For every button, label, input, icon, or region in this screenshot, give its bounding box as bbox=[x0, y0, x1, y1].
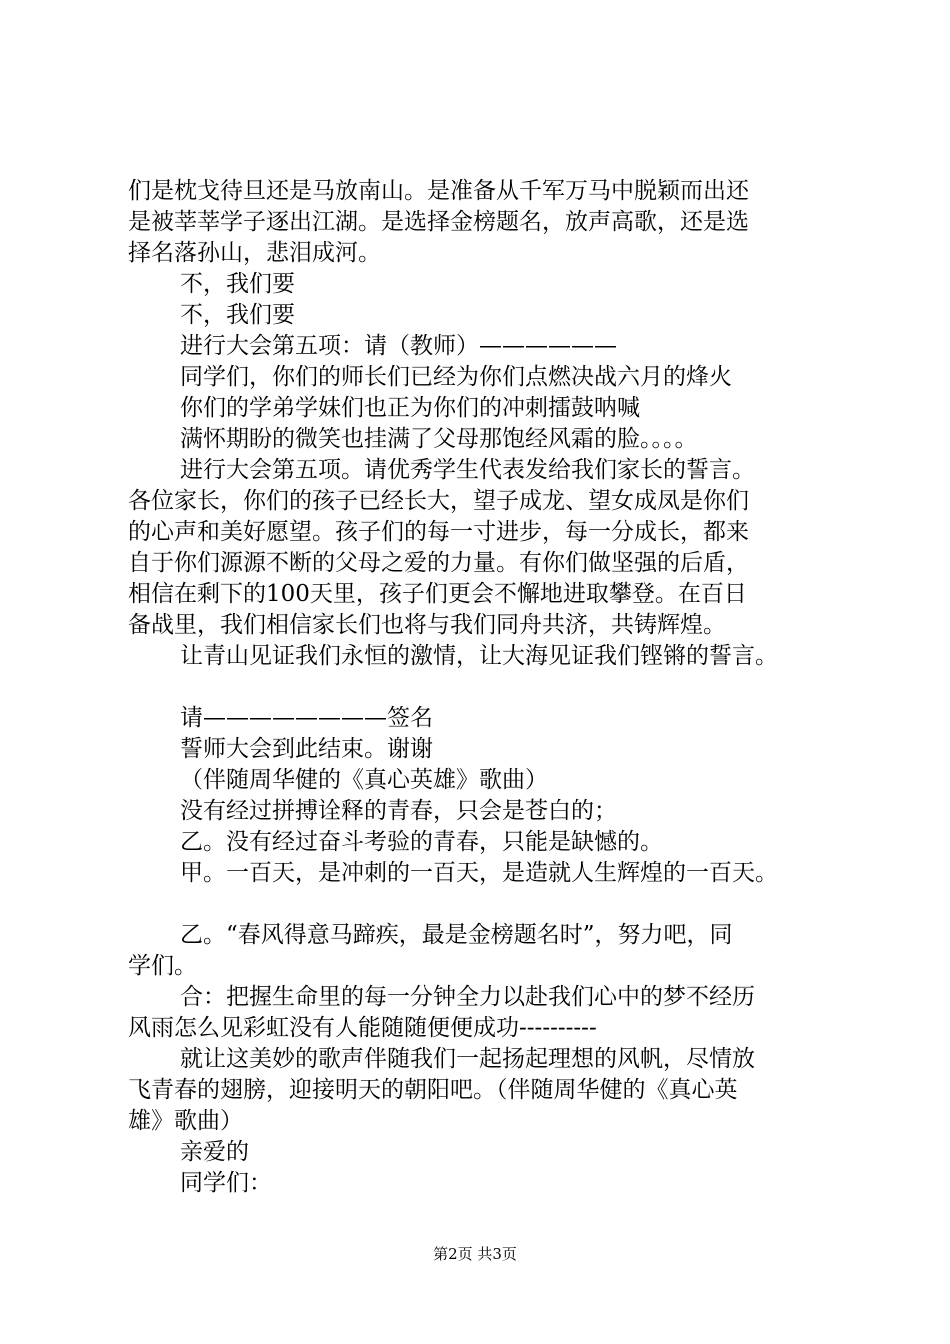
text-line: 各位家长，你们的孩子已经长大，望子成龙、望女成凤是你们 bbox=[128, 488, 749, 514]
text-line: 甲。一百天，是冲刺的一百天，是造就人生辉煌的一百天。 bbox=[180, 860, 778, 886]
text-line: 风雨怎么见彩虹没有人能随随便便成功---------- bbox=[128, 1015, 597, 1041]
text-line: 同学们： bbox=[180, 1170, 272, 1196]
text-line: 学们。 bbox=[128, 953, 197, 979]
text-line: 雄》歌曲） bbox=[128, 1108, 243, 1134]
text-line: 相信在剩下的100天里，孩子们更会不懈地进取攀登。在百日 bbox=[128, 581, 747, 607]
text-line: 进行大会第五项：请（教师）—————— bbox=[180, 333, 617, 359]
text-line: 没有经过拼搏诠释的青春，只会是苍白的； bbox=[180, 798, 617, 824]
text-line: 自于你们源源不断的父母之爱的力量。有你们做坚强的后盾， bbox=[128, 550, 749, 576]
text-line: 择名落孙山，悲泪成河。 bbox=[128, 240, 381, 266]
text-line: 就让这美妙的歌声伴随我们一起扬起理想的风帆，尽情放 bbox=[180, 1046, 755, 1072]
text-line: 们是枕戈待旦还是马放南山。是准备从千军万马中脱颖而出还 bbox=[128, 178, 749, 204]
text-line: 请————————签名 bbox=[180, 705, 433, 731]
text-line: 合：把握生命里的每一分钟全力以赴我们心中的梦不经历 bbox=[180, 984, 755, 1010]
page-footer: 第2页 共3页 bbox=[433, 1245, 517, 1263]
text-line: 让青山见证我们永恒的激情，让大海见证我们铿锵的誓言。 bbox=[180, 643, 778, 669]
text-line: 的心声和美好愿望。孩子们的每一寸进步，每一分成长，都来 bbox=[128, 519, 749, 545]
text-line: 飞青春的翅膀，迎接明天的朝阳吧。（伴随周华健的《真心英 bbox=[128, 1077, 738, 1103]
text-line: 乙。没有经过奋斗考验的青春，只能是缺憾的。 bbox=[180, 829, 663, 855]
text-line: 同学们，你们的师长们已经为你们点燃决战六月的烽火 bbox=[180, 364, 732, 390]
text-line: 不，我们要 bbox=[180, 271, 295, 297]
text-line: 誓师大会到此结束。谢谢 bbox=[180, 736, 433, 762]
text-line: 乙。“春风得意马蹄疾，最是金榜题名时”，努力吧，同 bbox=[180, 922, 733, 948]
document-body bbox=[128, 176, 828, 1199]
text-line: 亲爱的 bbox=[180, 1139, 249, 1165]
text-line: 备战里，我们相信家长们也将与我们同舟共济，共铸辉煌。 bbox=[128, 612, 726, 638]
text-line: 你们的学弟学妹们也正为你们的冲刺擂鼓呐喊 bbox=[180, 395, 640, 421]
text-line: 满怀期盼的微笑也挂满了父母那饱经风霜的脸。。。。 bbox=[180, 426, 698, 452]
text-line: 是被莘莘学子逐出江湖。是选择金榜题名，放声高歌，还是选 bbox=[128, 209, 749, 235]
text-line: 进行大会第五项。请优秀学生代表发给我们家长的誓言。 bbox=[180, 457, 755, 483]
text-line: 不，我们要 bbox=[180, 302, 295, 328]
blank-line bbox=[128, 889, 828, 920]
blank-line bbox=[128, 672, 828, 703]
text-line: （伴随周华健的《真心英雄》歌曲） bbox=[180, 767, 548, 793]
